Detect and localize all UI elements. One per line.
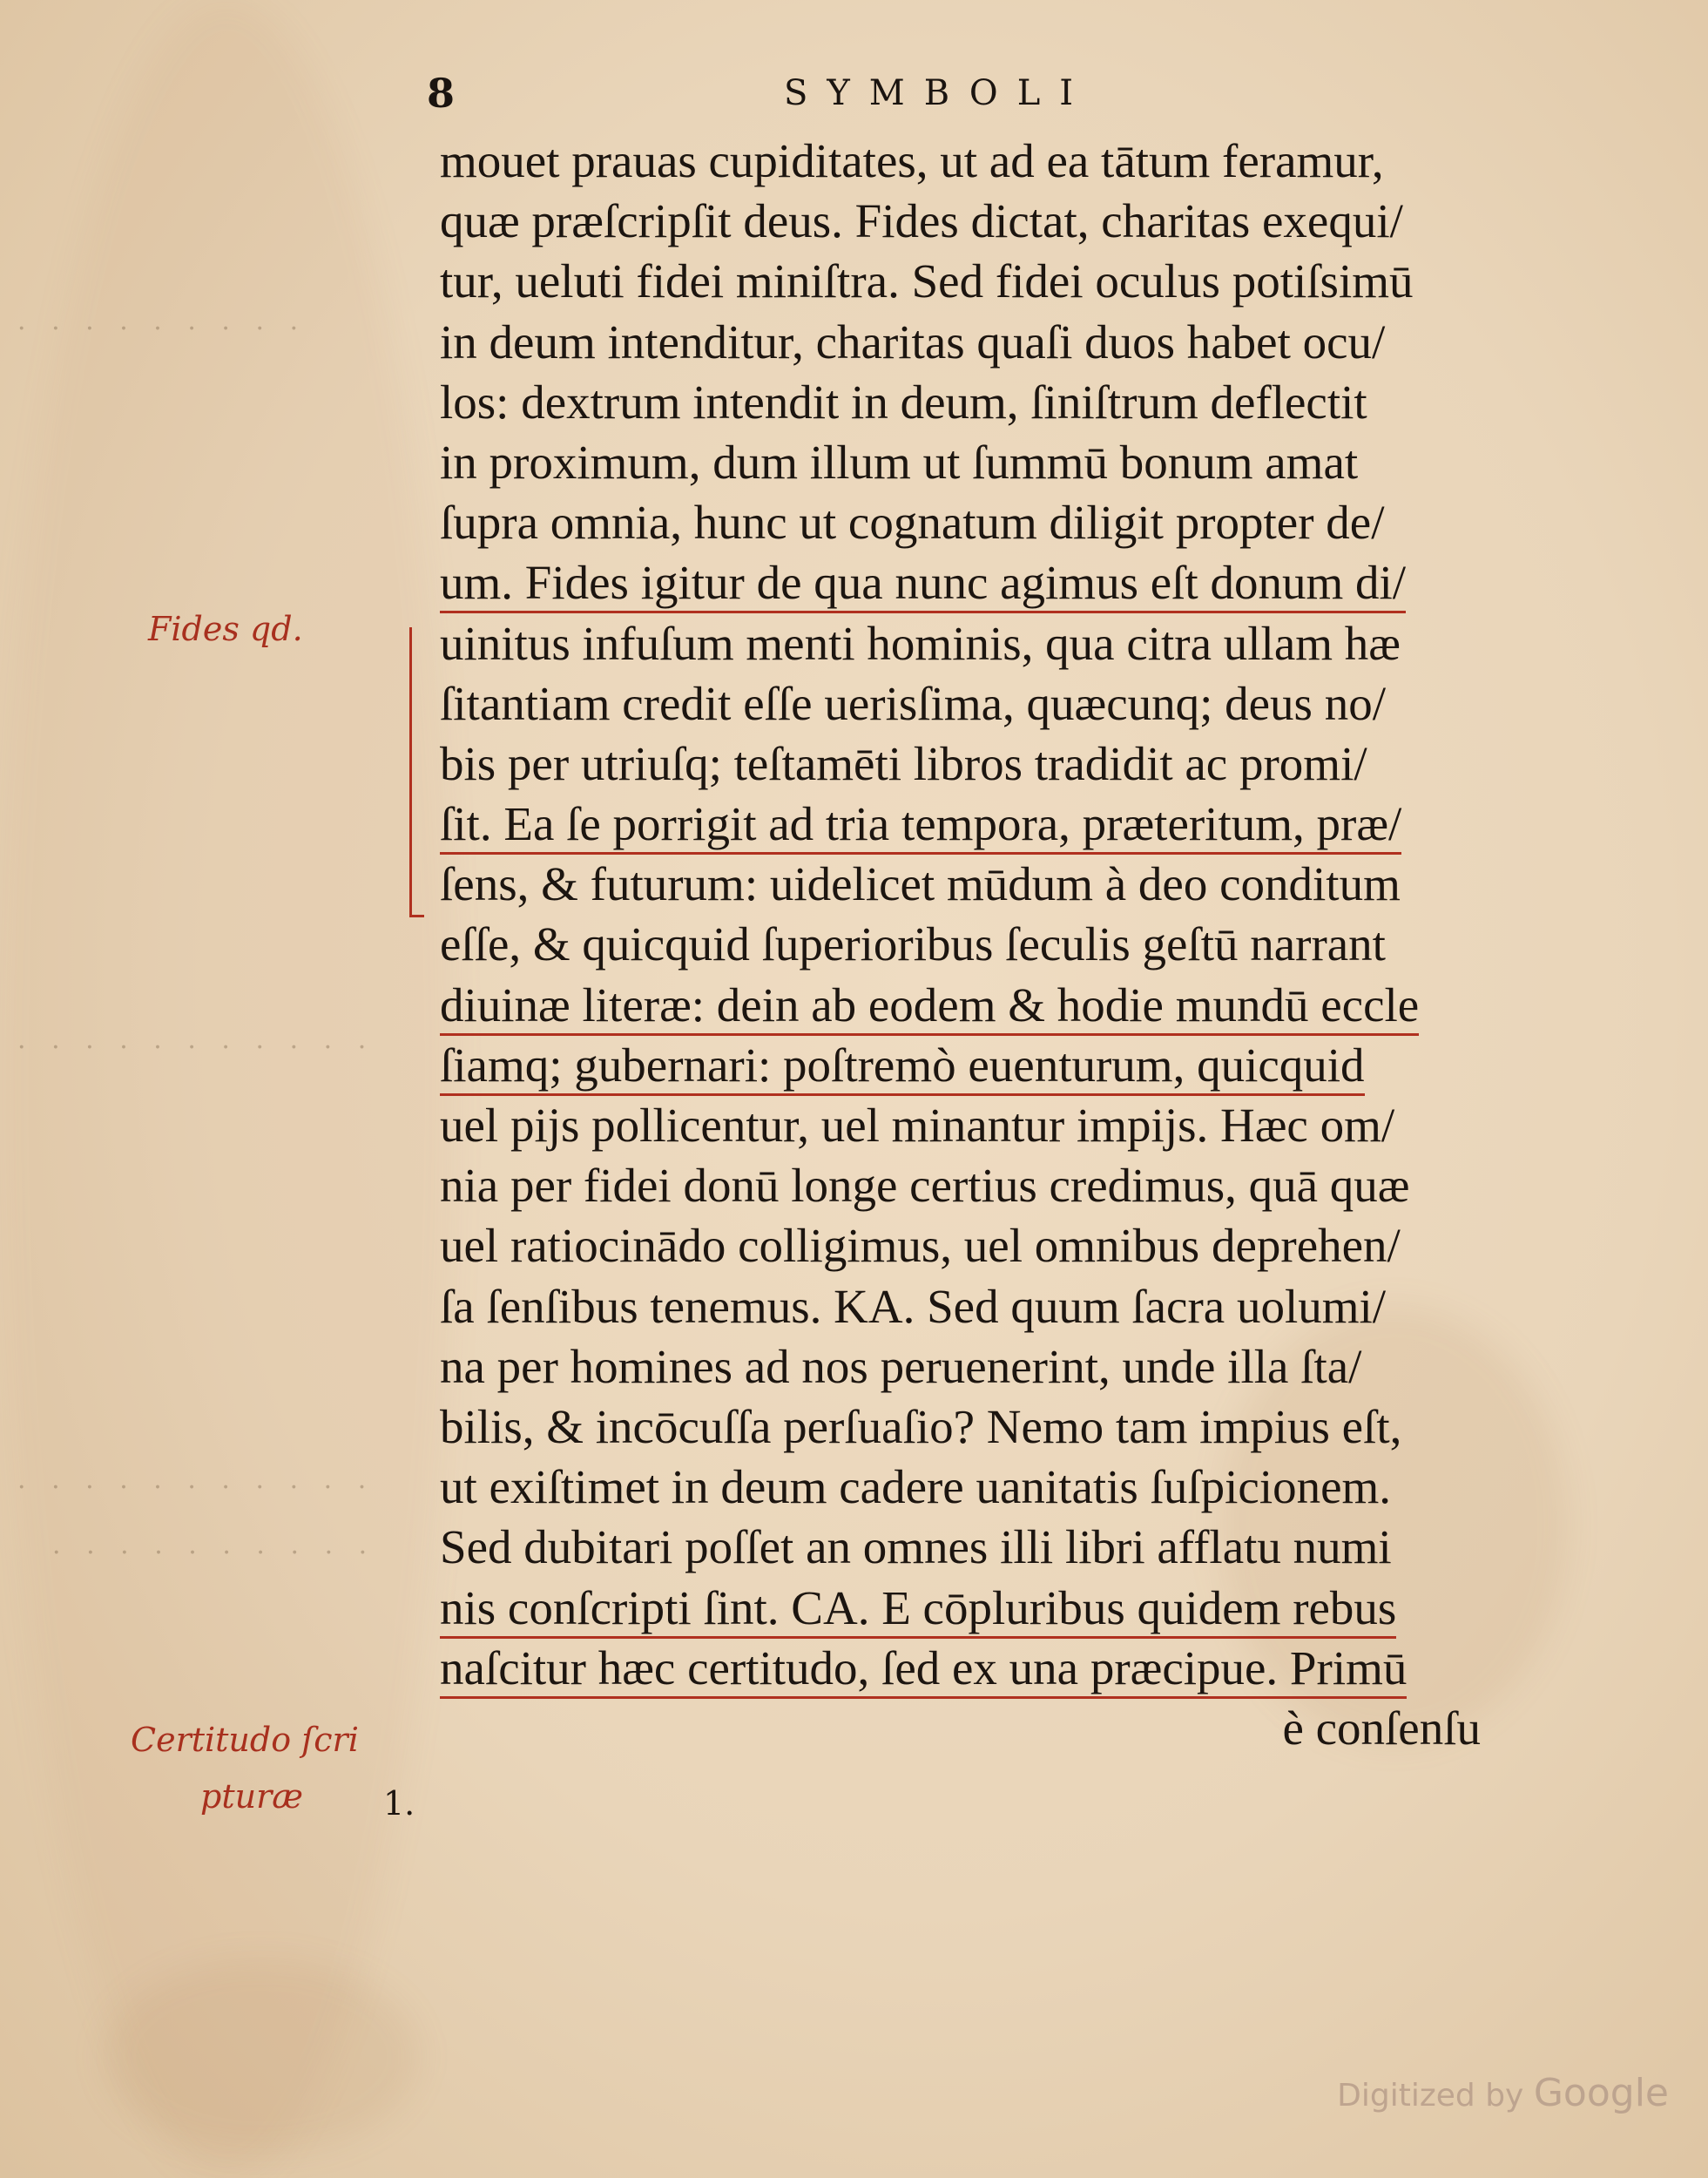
body-text (440, 131, 1572, 1758)
text-line-12 (440, 794, 1572, 854)
margin-note-certitudo-1: Certitudo ſcri (131, 1721, 359, 1759)
text-line-22: bilis, & incōcuſſa perſuaſio? Nemo tam impius eſt, (440, 1399, 1402, 1453)
text-line-21: na per homines ad nos peruenerint, unde illa ſta/ (440, 1339, 1362, 1393)
offset-show-through: · · · · · · · · · · · (17, 1032, 375, 1063)
underlined-text: ſiamq; gubernari: poſtremò euenturum, quicquid (440, 1038, 1365, 1096)
underlined-text: um. Fides igitur de qua nunc agimus eſt donum di/ (440, 556, 1406, 613)
text-line-5: los: dextrum intendit in deum, ſiniſtrum deflectit (440, 375, 1367, 429)
margin-note-certitudo-2: pturæ (200, 1777, 303, 1816)
underlined-text: naſcitur hæc certitudo, ſed ex una præcipue. Primū (440, 1641, 1407, 1699)
text-line-6: in proximum, dum illum ut ſummū bonum amat (440, 435, 1359, 489)
underlined-text: nis conſcripti ſint. CA. E cōpluribus quidem rebus (440, 1581, 1396, 1639)
margin-numeral: 1. (383, 1784, 415, 1823)
text-line-7: ſupra omnia, hunc ut cognatum diligit propter de/ (440, 496, 1385, 550)
text-line-9: uinitus infuſum menti hominis, qua citra ullam hæ (440, 616, 1401, 670)
offset-show-through: · · · · · · · · · (17, 314, 307, 344)
page-number: 8 (427, 70, 456, 117)
margin-note-fides: Fides qd. (148, 610, 303, 648)
text-line-18: nia per fidei donū longe certius credimus, quā quæ (440, 1159, 1410, 1213)
catchword: è conſenſu (1282, 1701, 1481, 1755)
watermark-prefix: Digitized by (1337, 2078, 1524, 2114)
offset-show-through: · · · · · · · · · · · (17, 1472, 375, 1503)
text-line-16 (440, 1035, 1572, 1095)
text-line-3: tur, ueluti fidei miniſtra. Sed fidei oculus potiſsimū (440, 254, 1414, 308)
watermark-brand: Google (1533, 2071, 1669, 2115)
text-line-26 (440, 1638, 1572, 1698)
underlined-text: ſit. Ea ſe porrigit ad tria tempora, præteritum, præ/ (440, 797, 1401, 855)
text-line-17: uel pijs pollicentur, uel minantur impijs. Hæc om/ (440, 1099, 1395, 1152)
text-line-1: mouet prauas cupiditates, ut ad ea tātum feramur, (440, 134, 1384, 187)
text-line-10: ſitantiam credit eſſe uerisſima, quæcunq; deus no/ (440, 676, 1386, 730)
margin-bracket (409, 627, 424, 917)
text-line-15 (440, 975, 1572, 1035)
digitization-watermark (1337, 2071, 1669, 2115)
offset-show-through: · · · · · · · · · · (52, 1538, 376, 1568)
text-line-8 (440, 552, 1572, 612)
text-line-23: ut exiſtimet in deum cadere uanitatis ſuſpicionem. (440, 1460, 1392, 1514)
text-line-4: in deum intenditur, charitas quaſi duos habet ocu/ (440, 315, 1386, 369)
text-line-14: eſſe, & quicquid ſuperioribus ſeculis geſtū narrant (440, 917, 1386, 971)
text-line-24: Sed dubitari poſſet an omnes illi libri afflatu numi (440, 1520, 1392, 1574)
text-line-25 (440, 1578, 1572, 1638)
text-line-13: ſens, & futurum: uidelicet mūdum à deo conditum (440, 857, 1401, 911)
text-line-19: uel ratiocinādo colligimus, uel omnibus deprehen/ (440, 1219, 1401, 1273)
text-line-20: ſa ſenſibus tenemus. KA. Sed quum ſacra uolumi/ (440, 1279, 1387, 1333)
text-line-11: bis per utriuſq; teſtamēti libros tradidit ac promi/ (440, 736, 1367, 790)
page-header (418, 70, 1333, 131)
text-line-2: quæ præſcripſit deus. Fides dictat, charitas exequi/ (440, 194, 1403, 248)
underlined-text: diuinæ literæ: dein ab eodem & hodie mundū eccle (440, 978, 1419, 1036)
running-head: SYMBOLI (784, 73, 1093, 113)
